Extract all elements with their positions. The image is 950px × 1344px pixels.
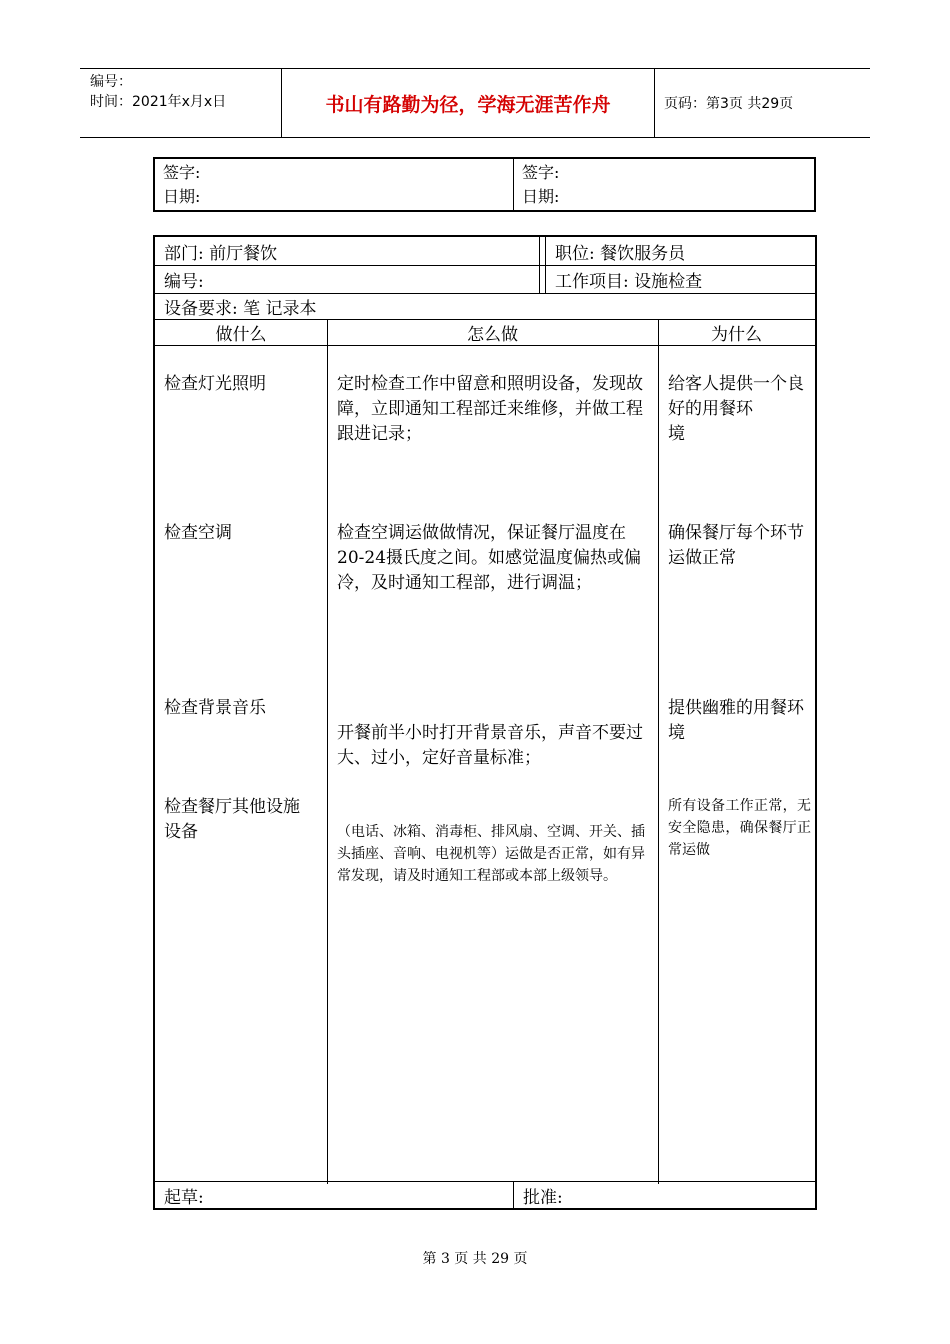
task-how: 定时检查工作中留意和照明设备，发现故障，立即通知工程部迁来维修，并做工程跟进记录； [337, 374, 643, 444]
drafted-cell: 起草: [155, 1182, 514, 1208]
signature-left [155, 159, 514, 210]
date-label: 日期: [163, 187, 201, 206]
work-item-cell: 工作项目: 设施检查 [545, 265, 815, 293]
signature-box [153, 157, 816, 212]
dept-row [155, 237, 815, 266]
col-how-header: 怎么做 [467, 324, 518, 345]
task-what: 检查灯光照明 [164, 374, 266, 394]
approval-row [155, 1181, 815, 1208]
task-why: 给客人提供一个良好的用餐环 境 [668, 374, 804, 444]
department-cell: 部门: 前厅餐饮 [155, 237, 540, 265]
column-divider [327, 319, 328, 1184]
page-header [80, 68, 870, 138]
task-what: 检查背景音乐 [164, 698, 266, 718]
col-why-header: 为什么 [711, 324, 762, 345]
task-why: 确保餐厅每个环节运做正常 [668, 523, 804, 568]
equipment-row [155, 293, 815, 320]
column-header-row [155, 319, 815, 346]
position-cell: 职位: 餐饮服务员 [545, 237, 815, 265]
header-meta [80, 69, 282, 137]
motto: 书山有路勤为径，学海无涯苦作舟 [282, 69, 655, 137]
number-cell: 编号: [155, 265, 540, 293]
number-row [155, 265, 815, 294]
task-how: （电话、冰箱、消毒柜、排风扇、空调、开关、插头插座、音响、电视机等）运做是否正常，如有异常发现，请及时通知工程部或本部上级领导。 [337, 824, 645, 884]
time-label: 时间：2021年x月x日 [90, 94, 227, 110]
col-what-header: 做什么 [215, 324, 267, 345]
task-why: 提供幽雅的用餐环境 [668, 698, 804, 743]
signature-right [514, 159, 814, 210]
equipment-cell: 设备要求: 笔 记录本 [164, 298, 317, 319]
page-footer: 第 3 页 共 29 页 [422, 1251, 528, 1267]
task-how: 开餐前半小时打开背景音乐，声音不要过大、过小，定好音量标准； [337, 723, 643, 768]
task-how: 检查空调运做做情况，保证餐厅温度在20-24摄氏度之间。如感觉温度偏热或偏冷，及时通知工程部，进行调温； [337, 523, 642, 593]
task-why: 所有设备工作正常，无安全隐患，确保餐厅正常运做 [668, 798, 811, 858]
procedure-table [153, 235, 817, 1210]
task-what: 检查空调 [164, 523, 232, 543]
approved-cell: 批准: [523, 1187, 563, 1208]
sign-label: 签字: [163, 163, 201, 182]
date-label: 日期: [522, 187, 560, 206]
column-divider [658, 319, 659, 1184]
sign-label: 签字: [522, 163, 560, 182]
number-label: 编号： [90, 74, 132, 90]
task-what: 检查餐厅其他设施 设备 [164, 797, 300, 842]
page-info: 页码：第3页 共29页 [664, 96, 794, 112]
